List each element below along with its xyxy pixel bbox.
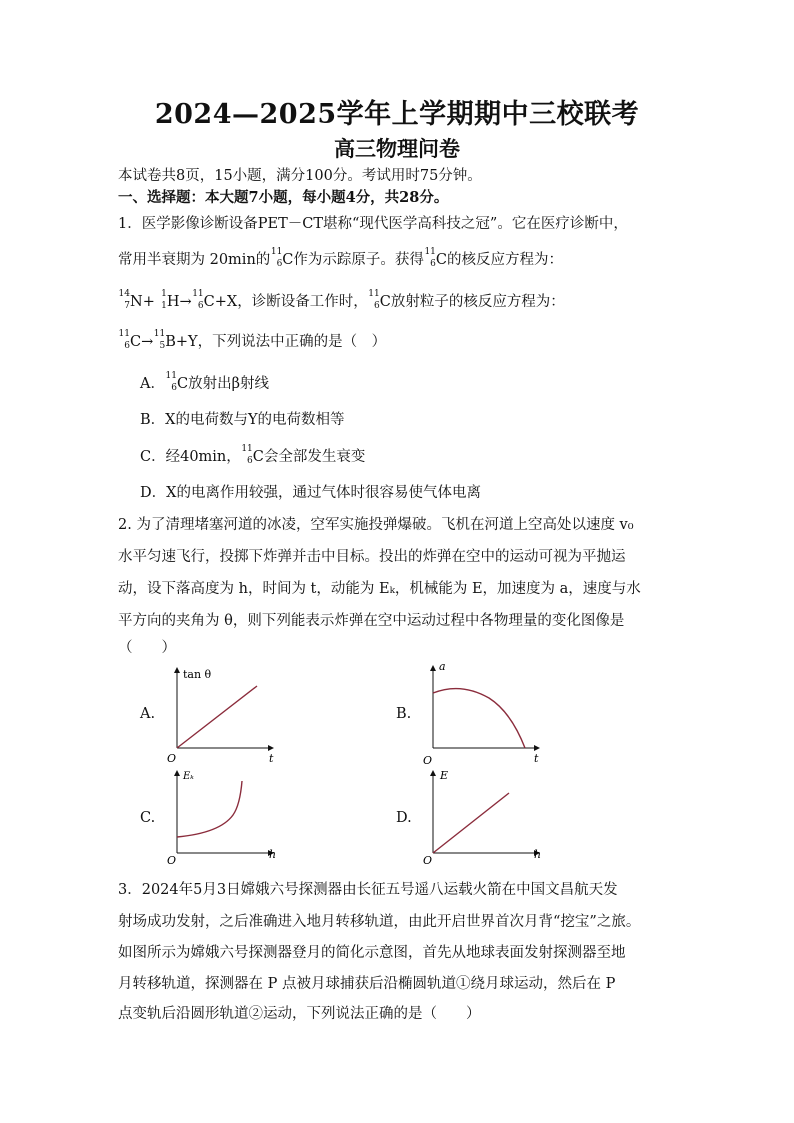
section-heading: 一、选择题：本大题7小题，每小题4分，共28分。 [118, 189, 449, 206]
q1-option-a-text: C放射出β射线 [176, 376, 269, 392]
graph-a-curve [177, 686, 257, 748]
graph-d-curve [433, 793, 509, 853]
q1-option-a-label: A． [140, 376, 165, 392]
q2-option-d[interactable]: D. [396, 810, 412, 826]
graph-b-ylabel: a [439, 660, 446, 673]
graph-b-origin: O [423, 754, 433, 767]
q1-line2-c: C的核反应方程为： [435, 252, 563, 268]
q2-line1: 2. 为了清理堵塞河道的冰凌，空军实施投弹爆破。飞机在河道上空高处以速度 v₀ [118, 517, 634, 533]
q2-line3: 动，设下落高度为 h，时间为 t，动能为 Eₖ，机械能为 E，加速度为 a，速度与水 [118, 581, 641, 597]
q1-option-c[interactable] [140, 445, 365, 466]
q1-option-c-text: C会全部发生衰变 [252, 449, 366, 465]
nuclide-c11: 11 6 [424, 247, 436, 269]
graph-c [165, 765, 285, 873]
q1-line3-b: H→ [166, 294, 192, 310]
graph-a-xlabel: t [269, 752, 274, 765]
graph-a-ylabel: tan θ [183, 668, 212, 681]
nuclide-h1: 1 1 [161, 289, 167, 311]
q3-line4: 月转移轨道，探测器在 P 点被月球捕获后沿椭圆轨道①绕月球运动，然后在 P [118, 976, 616, 992]
nuclide-n14: 14 7 [118, 289, 130, 311]
q1-line3-a: N+ [130, 294, 155, 310]
q1-option-d[interactable]: D．X的电离作用较强，通过气体时很容易使气体电离 [140, 485, 481, 501]
q2-option-c[interactable]: C. [140, 810, 156, 826]
q3-line1: 3．2024年5月3日嫦娥六号探测器由长征五号遥八运载火箭在中国文昌航天发 [118, 882, 618, 898]
q1-option-c-label: C．经40min， [140, 449, 241, 465]
nuclide-c11: 11 6 [165, 371, 177, 393]
graph-b-xlabel: t [534, 752, 539, 765]
graph-d-xlabel: h [534, 848, 542, 861]
graph-d-origin: O [423, 854, 433, 867]
q3-line3: 如图所示为嫦娥六号探测器登月的简化示意图，首先从地球表面发射探测器至地 [118, 945, 626, 961]
graph-a-origin: O [167, 752, 177, 765]
q1-line4 [118, 330, 386, 351]
q1-line3 [118, 290, 565, 311]
graph-c-xlabel: h [269, 848, 277, 861]
q1-option-b[interactable]: B．X的电荷数与Y的电荷数相等 [140, 412, 345, 428]
graph-b [421, 660, 551, 768]
nuclide-b11: 11 5 [153, 329, 166, 351]
q1-line3-d: C放射粒子的核反应方程为： [379, 294, 565, 310]
exam-title: 2024—2025学年上学期期中三校联考 [154, 99, 640, 130]
graph-d [421, 765, 551, 873]
q3-line2: 射场成功发射，之后准确进入地月转移轨道，由此开启世界首次月背“挖宝”之旅。 [118, 914, 641, 930]
q2-line2: 水平匀速飞行，投掷下炸弹并击中目标。投出的炸弹在空中的运动可视为平抛运 [118, 549, 626, 565]
graph-c-ylabel: Eₖ [183, 771, 194, 782]
q2-option-a[interactable]: A. [140, 706, 156, 722]
graph-a [165, 660, 285, 768]
exam-intro: 本试卷共8页，15小题，满分100分。考试用时75分钟。 [118, 168, 482, 184]
nuclide-c11: 11 6 [368, 289, 380, 311]
graph-b-curve [433, 689, 525, 748]
q3-line5: 点变轨后沿圆形轨道②运动，下列说法正确的是（ ） [118, 1006, 481, 1022]
q1-option-a[interactable] [140, 372, 269, 393]
nuclide-c11: 11 6 [270, 247, 283, 269]
q2-line4: 平方向的夹角为 θ，则下列能表示炸弹在空中运动过程中各物理量的变化图像是 [118, 613, 625, 629]
q2-line5: （ ） [118, 640, 176, 656]
nuclide-c11: 11 6 [192, 289, 204, 311]
q1-line1: 1．医学影像诊断设备PET－CT堪称“现代医学高科技之冠”。它在医疗诊断中， [118, 216, 628, 232]
q1-line2 [118, 248, 563, 269]
nuclide-c11: 11 6 [118, 329, 130, 351]
q1-line2-b: C作为示踪原子。获得 [282, 252, 424, 268]
graph-d-ylabel: E [440, 769, 449, 782]
q1-line4-a: C→ [130, 334, 154, 350]
q1-line4-b: B+Y，下列说法中正确的是（ ） [165, 334, 387, 350]
exam-subtitle: 高三物理问卷 [334, 136, 460, 161]
graph-c-curve [177, 781, 242, 837]
q1-line3-c: C+X，诊断设备工作时， [203, 294, 368, 310]
q1-line2-a: 常用半衰期为 20min的 [118, 252, 271, 268]
q2-option-b[interactable]: B. [396, 706, 412, 722]
graph-c-origin: O [167, 854, 177, 867]
nuclide-c11: 11 6 [241, 444, 253, 466]
